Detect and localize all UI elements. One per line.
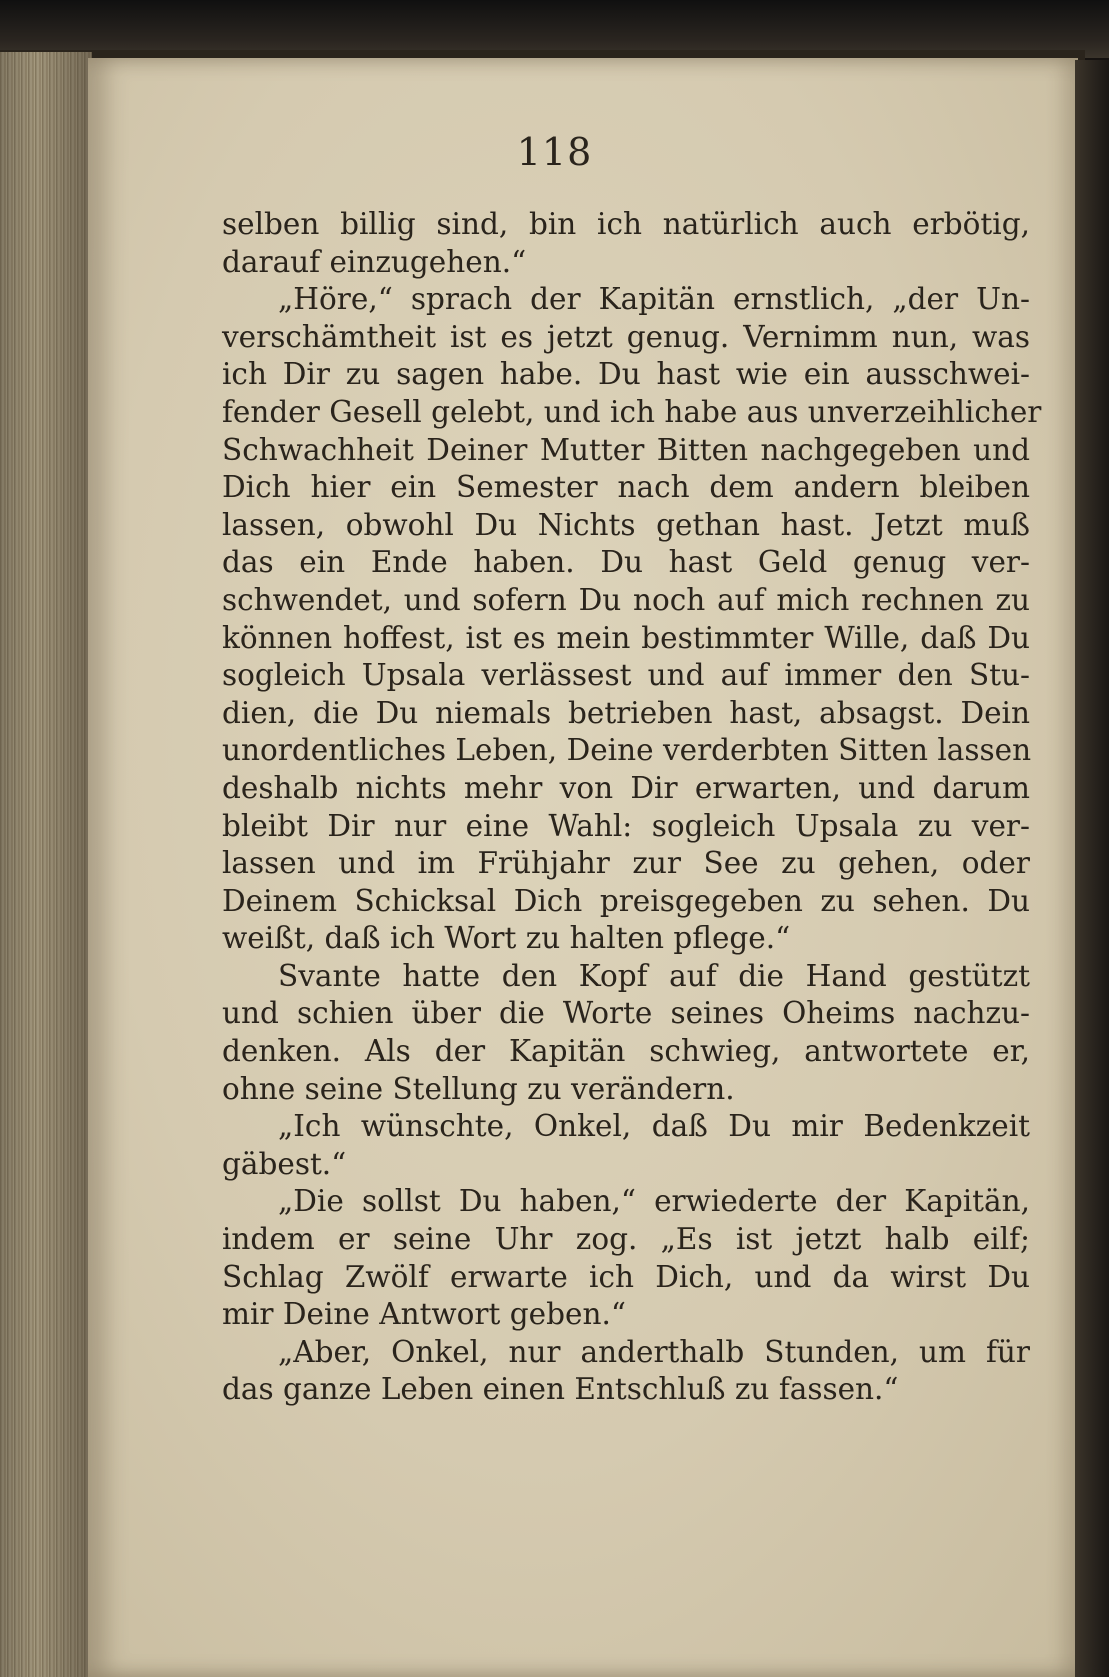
text-line: Deinem Schicksal Dich preisgegeben zu sehen. Du bbox=[222, 883, 1030, 918]
text-line: „Ich wünschte, Onkel, daß Du mir Bedenkzeit bbox=[278, 1109, 1030, 1144]
text-line: das ein Ende haben. Du hast Geld genug ver- bbox=[222, 545, 1030, 580]
page-number: 118 bbox=[516, 130, 593, 174]
text-line: gäbest.“ bbox=[222, 1146, 347, 1181]
text-line: deshalb nichts mehr von Dir erwarten, und darum bbox=[222, 770, 1030, 805]
text-line: ohne seine Stellung zu verändern. bbox=[222, 1071, 735, 1106]
text-line: lassen, obwohl Du Nichts gethan hast. Jetzt muß bbox=[222, 507, 1030, 542]
text-line: Svante hatte den Kopf auf die Hand gestützt bbox=[278, 958, 1030, 993]
text-line: „Aber, Onkel, nur anderthalb Stunden, um für bbox=[278, 1334, 1030, 1369]
text-line: mir Deine Antwort geben.“ bbox=[222, 1297, 626, 1332]
text-line: und schien über die Worte seines Oheims nachzu- bbox=[222, 996, 1030, 1031]
text-line: können hoffest, ist es mein bestimmter Wille, daß Du bbox=[222, 620, 1030, 655]
text-line: Dich hier ein Semester nach dem andern bleiben bbox=[222, 470, 1030, 505]
text-line: Schwachheit Deiner Mutter Bitten nachgegeben und bbox=[222, 432, 1030, 467]
text-line: indem er seine Uhr zog. „Es ist jetzt halb eilf; bbox=[222, 1222, 1030, 1257]
text-line: schwendet, und sofern Du noch auf mich rechnen zu bbox=[222, 582, 1030, 617]
right-rim bbox=[1075, 60, 1109, 1677]
page-edges-stack bbox=[0, 52, 92, 1677]
text-line: sogleich Upsala verlässest und auf immer den Stu- bbox=[222, 658, 1030, 693]
text-line: fender Gesell gelebt, und ich habe aus unverzeihlicher bbox=[222, 394, 1042, 429]
body-text bbox=[222, 206, 1042, 1409]
text-line: bleibt Dir nur eine Wahl: sogleich Upsala zu ver- bbox=[222, 808, 1030, 843]
text-line: weißt, daß ich Wort zu halten pflege.“ bbox=[222, 921, 791, 956]
text-line: verschämtheit ist es jetzt genug. Vernimm nun, was bbox=[222, 319, 1030, 354]
text-line: selben billig sind, bin ich natürlich auch erbötig, bbox=[222, 207, 1030, 241]
text-line: denken. Als der Kapitän schwieg, antwortete er, bbox=[222, 1034, 1030, 1069]
text-line: „Die sollst Du haben,“ erwiederte der Kapitän, bbox=[278, 1184, 1030, 1219]
text-line: dien, die Du niemals betrieben hast, absagst. Dein bbox=[222, 695, 1030, 730]
text-line: ich Dir zu sagen habe. Du hast wie ein ausschwei- bbox=[222, 357, 1030, 392]
text-line: Schlag Zwölf erwarte ich Dich, und da wirst Du bbox=[222, 1259, 1030, 1294]
text-line: unordentliches Leben, Deine verderbten Sitten lassen bbox=[222, 733, 1032, 768]
text-line: darauf einzugehen.“ bbox=[222, 244, 527, 279]
text-line: das ganze Leben einen Entschluß zu fassen.“ bbox=[222, 1372, 899, 1407]
text-line: „Höre,“ sprach der Kapitän ernstlich, „der Un- bbox=[278, 282, 1030, 317]
text-line: lassen und im Frühjahr zur See zu gehen, oder bbox=[222, 846, 1030, 881]
